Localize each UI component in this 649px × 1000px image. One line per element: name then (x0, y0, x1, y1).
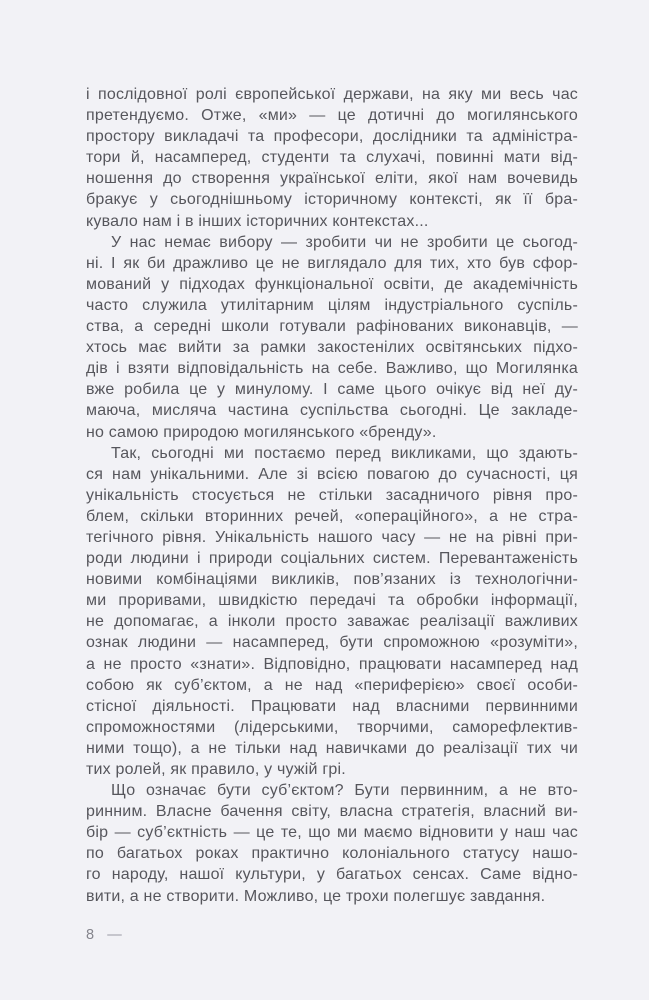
text-line: простору викладачі та професори, дослідники та адміністра- (86, 128, 578, 146)
text-line: претендуємо. Отже, «ми» — це дотичні до могилянського (86, 107, 578, 125)
page-number: 8 (86, 927, 95, 943)
text-line: мований у підходах функціональної освіти, де академічність (86, 275, 578, 293)
text-line: У нас немає вибору — зробити чи не зробити це сьогод- (111, 233, 578, 251)
text-line: ними тощо), а не тільки над навичками до реалізації тих чи (86, 739, 578, 757)
text-line: стісної діяльності. Працювати над власними первинними (86, 697, 578, 715)
text-line: і послідовної ролі європейської держави, на яку ми весь час (86, 86, 578, 103)
text-line: бракує у сьогоднішньому історичному контексті, як її бра- (86, 191, 578, 209)
text-line: роди людини і природи соціальних систем. Перевантаженість (86, 550, 578, 568)
text-line: по багатьох роках практично колоніального статусу нашо- (86, 845, 578, 863)
text-line: Що означає бути суб’єктом? Бути первинним, а не вто- (111, 782, 578, 800)
text-line: тегічного рівня. Унікальність нашого часу — не на рівні при- (86, 528, 578, 546)
body-paragraph (86, 84, 578, 232)
text-line: унікальність стосується не стільки засадничого рівня про- (86, 486, 578, 504)
text-line: ні. І як би дражливо це не виглядало для тих, хто був сфор- (86, 254, 578, 272)
body-paragraph (86, 232, 578, 443)
body-text (86, 84, 578, 907)
text-line: вити, а не створити. Можливо, це трохи полегшує завдання. (86, 887, 546, 905)
text-line: маюча, мисляча частина суспільства сьогодні. Це закладе- (86, 402, 578, 420)
text-line: ринним. Власне бачення світу, власна стратегія, власний ви- (86, 803, 578, 821)
text-line: вже робила це у минулому. І саме цього очікує від неї ду- (86, 381, 578, 399)
body-paragraph (86, 443, 578, 781)
text-line: ознак людини — насамперед, бути спроможною «розуміти», (86, 634, 578, 652)
text-line: го народу, нашої культури, у багатьох сенсах. Саме відно- (86, 866, 578, 884)
text-line: тих ролей, як правило, у чужій грі. (86, 761, 346, 778)
text-line: дів і взяти відповідальність на себе. Важливо, що Могилянка (86, 360, 578, 378)
text-line: кувало нам і в інших історичних контекстах... (86, 212, 429, 230)
text-line: не допомагає, а інколи просто заважає реалізації важливих (86, 613, 578, 631)
text-line: ся нам унікальними. Але зі всією повагою до сучасності, ця (86, 465, 578, 483)
text-line: бір — суб’єктність — це те, що ми маємо відновити у наш час (86, 824, 578, 842)
body-paragraph (86, 780, 578, 907)
text-line: ми проривами, швидкістю передачі та обробки інформації, (86, 592, 578, 610)
text-line: блем, скільки вторинних речей, «операційного», а не стра- (86, 507, 578, 525)
text-line: собою як суб’єктом, а не над «периферією» своєї особи- (86, 676, 578, 694)
text-line: но самою природою могилянського «бренду». (86, 423, 437, 441)
text-line: Так, сьогодні ми постаємо перед викликами, що здають- (111, 444, 578, 462)
footer-rule (107, 934, 122, 936)
text-line: хтось має вийти за рамки закостенілих освітянських підхо- (86, 339, 578, 357)
text-line: новими комбінаціями викликів, пов’язаних із технологічни- (86, 571, 578, 589)
text-line: ства, а середні школи готували рафінованих виконавців, — (86, 318, 578, 336)
text-line: а не просто «знати». Відповідно, працювати насамперед над (86, 655, 578, 673)
text-line: часто служила утилітарним цілям індустріального суспіль- (86, 296, 578, 314)
text-line: спроможностями (лідерськими, творчими, саморефлектив- (86, 718, 578, 736)
page-footer (86, 927, 122, 943)
text-line: ношення до створення української еліти, якої нам вочевидь (86, 170, 578, 188)
text-line: тори й, насамперед, студенти та слухачі, повинні мати від- (86, 149, 578, 167)
